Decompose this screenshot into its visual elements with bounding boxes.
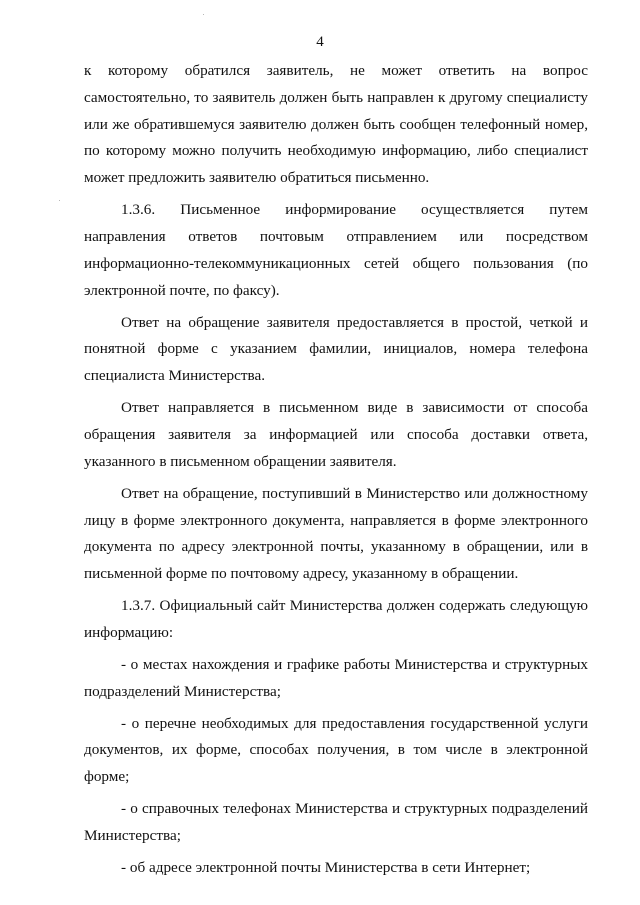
paragraph-continuation: к которому обратился заявитель, не может ответить на вопрос самостоятельно, то заявитель должен быть направлен к другому специалисту или же обратившемуся заявителю должен быть сообщен телефонный номер, по которому можно получить необходимую информацию, либо специалист может предложить заявителю обратиться письменно. (84, 62, 588, 187)
paragraph-1-3-6: 1.3.6. Письменное информирование осуществляется путем направления ответов почтовым отправлением или посредством информационно-телекоммуникационных сетей общего пользования (по электронной почте, по факсу). (84, 201, 588, 299)
scan-speck (203, 14, 204, 15)
list-item-phones: - о справочных телефонах Министерства и структурных подразделений Министерства; (84, 800, 588, 845)
list-item-documents: - о перечне необходимых для предоставления государственной услуги документов, их форме, способах получения, в том числе в электронной форме; (84, 714, 588, 786)
page-number: 4 (316, 34, 324, 50)
paragraph-1-3-7: 1.3.7. Официальный сайт Министерства должен содержать следующую информацию: (84, 597, 588, 641)
scan-speck (59, 200, 60, 201)
list-item-locations: - о местах нахождения и графике работы Министерства и структурных подразделений Министерства; (84, 655, 588, 700)
paragraph-answer-method: Ответ направляется в письменном виде в зависимости от способа обращения заявителя за информацией или способа доставки ответа, указанного в письменном обращении заявителя. (84, 399, 588, 470)
list-item-email: - об адресе электронной почты Министерства в сети Интернет; (121, 859, 531, 876)
paragraph-electronic-answer: Ответ на обращение, поступивший в Министерство или должностному лицу в форме электронного документа, направляется в форме электронного документа по адресу электронной почты, указанному в обращении, или в письменной форме по почтовому адресу, указанному в обращении. (84, 484, 588, 583)
paragraph-answer-form: Ответ на обращение заявителя предоставляется в простой, четкой и понятной форме с указанием фамилии, инициалов, номера телефона специалиста Министерства. (84, 313, 588, 385)
document-body (84, 58, 588, 887)
